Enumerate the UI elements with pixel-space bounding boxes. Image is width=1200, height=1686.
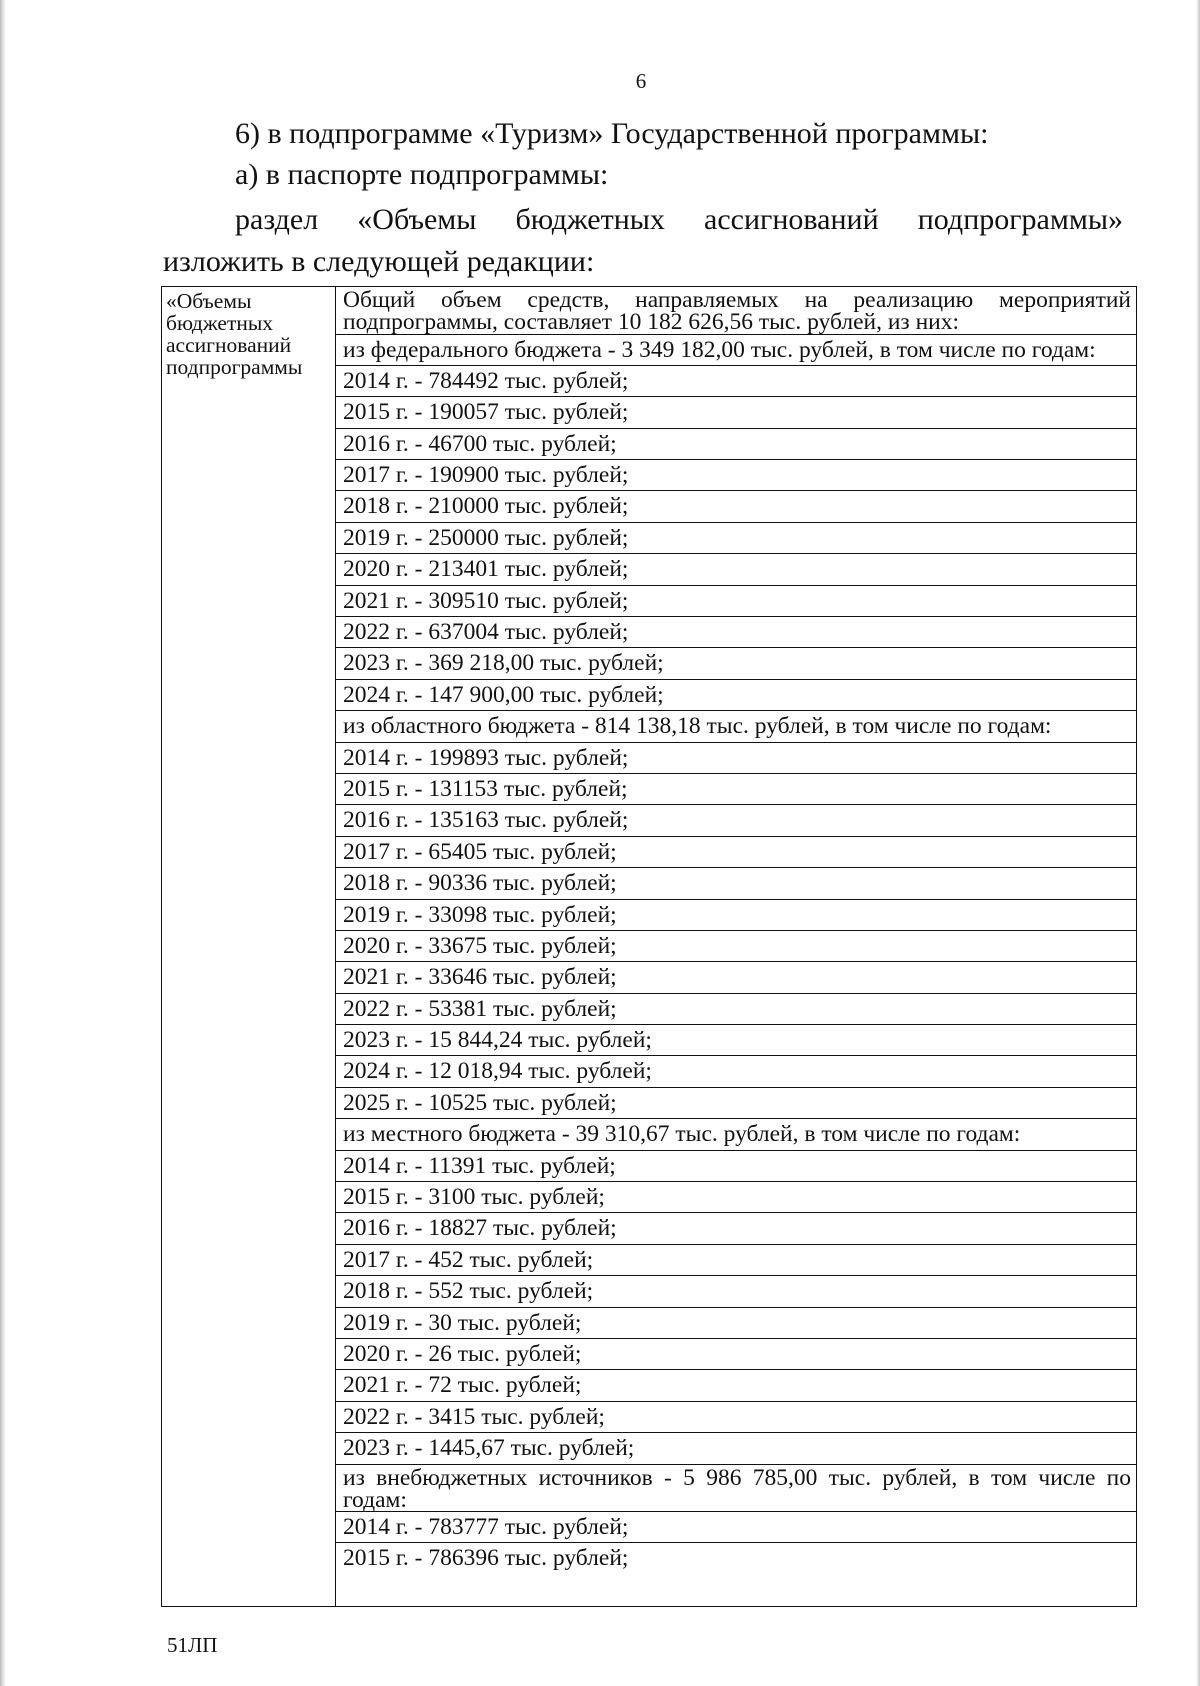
table-row: 2021 г. - 33646 тыс. рублей; xyxy=(336,962,1136,993)
budget-table xyxy=(161,286,1137,1607)
table-rows xyxy=(336,287,1136,1575)
table-row: 2023 г. - 15 844,24 тыс. рублей; xyxy=(336,1025,1136,1056)
table-row: 2015 г. - 3100 тыс. рублей; xyxy=(336,1182,1136,1213)
intro-line-2: а) в паспорте подпрограммы: xyxy=(235,158,609,191)
table-left-header: «Объемы бюджетных ассигнований подпрограммы xyxy=(166,289,303,379)
scan-edge-left xyxy=(0,0,6,1686)
table-row: 2016 г. - 18827 тыс. рублей; xyxy=(336,1213,1136,1244)
table-row: 2021 г. - 72 тыс. рублей; xyxy=(336,1370,1136,1401)
scan-edge-right xyxy=(1196,0,1200,1686)
table-row: 2020 г. - 213401 тыс. рублей; xyxy=(336,554,1136,585)
table-row: 2018 г. - 90336 тыс. рублей; xyxy=(336,868,1136,899)
table-row: 2023 г. - 369 218,00 тыс. рублей; xyxy=(336,648,1136,679)
table-row: 2022 г. - 637004 тыс. рублей; xyxy=(336,617,1136,648)
table-row: 2015 г. - 131153 тыс. рублей; xyxy=(336,774,1136,805)
table-row: 2017 г. - 190900 тыс. рублей; xyxy=(336,460,1136,491)
table-row: 2021 г. - 309510 тыс. рублей; xyxy=(336,586,1136,617)
intro-line-4: изложить в следующей редакции: xyxy=(163,245,595,278)
table-row: 2017 г. - 65405 тыс. рублей; xyxy=(336,837,1136,868)
table-row: 2015 г. - 190057 тыс. рублей; xyxy=(336,397,1136,428)
table-row: 2020 г. - 33675 тыс. рублей; xyxy=(336,931,1136,962)
table-row: 2018 г. - 210000 тыс. рублей; xyxy=(336,491,1136,522)
table-row: 2014 г. - 783777 тыс. рублей; xyxy=(336,1512,1136,1543)
intro-line-3: раздел «Объемы бюджетных ассигнований подпрограммы» xyxy=(235,203,1123,236)
table-row: 2019 г. - 30 тыс. рублей; xyxy=(336,1308,1136,1339)
table-row: 2024 г. - 147 900,00 тыс. рублей; xyxy=(336,680,1136,711)
table-row: 2014 г. - 784492 тыс. рублей; xyxy=(336,366,1136,397)
table-row: 2018 г. - 552 тыс. рублей; xyxy=(336,1276,1136,1307)
table-row: 2014 г. - 199893 тыс. рублей; xyxy=(336,743,1136,774)
table-row: 2020 г. - 26 тыс. рублей; xyxy=(336,1339,1136,1370)
table-row: 2017 г. - 452 тыс. рублей; xyxy=(336,1245,1136,1276)
table-row: 2022 г. - 53381 тыс. рублей; xyxy=(336,994,1136,1025)
table-row: из местного бюджета - 39 310,67 тыс. рублей, в том числе по годам: xyxy=(336,1119,1136,1150)
table-row: 2024 г. - 12 018,94 тыс. рублей; xyxy=(336,1056,1136,1087)
table-row: 2023 г. - 1445,67 тыс. рублей; xyxy=(336,1433,1136,1464)
table-row: 2019 г. - 33098 тыс. рублей; xyxy=(336,900,1136,931)
table-row: 2025 г. - 10525 тыс. рублей; xyxy=(336,1088,1136,1119)
table-row: из внебюджетных источников - 5 986 785,00 тыс. рублей, в том числе по годам: xyxy=(336,1465,1136,1513)
table-row: Общий объем средств, направляемых на реализацию мероприятий подпрограммы, составляет 10 182 626,56 тыс. рублей, из них: xyxy=(336,287,1136,335)
table-row: 2016 г. - 46700 тыс. рублей; xyxy=(336,429,1136,460)
table-row: 2014 г. - 11391 тыс. рублей; xyxy=(336,1151,1136,1182)
table-row: 2019 г. - 250000 тыс. рублей; xyxy=(336,523,1136,554)
page-number: 6 xyxy=(635,69,647,93)
table-row: 2022 г. - 3415 тыс. рублей; xyxy=(336,1402,1136,1433)
intro-line-1: 6) в подпрограмме «Туризм» Государственной программы: xyxy=(235,117,989,150)
footer-code: 51ЛП xyxy=(167,1633,218,1657)
table-row: 2016 г. - 135163 тыс. рублей; xyxy=(336,805,1136,836)
table-row: из федерального бюджета - 3 349 182,00 тыс. рублей, в том числе по годам: xyxy=(336,335,1136,366)
table-row: из областного бюджета - 814 138,18 тыс. рублей, в том числе по годам: xyxy=(336,711,1136,742)
table-row: 2015 г. - 786396 тыс. рублей; xyxy=(343,1545,629,1572)
